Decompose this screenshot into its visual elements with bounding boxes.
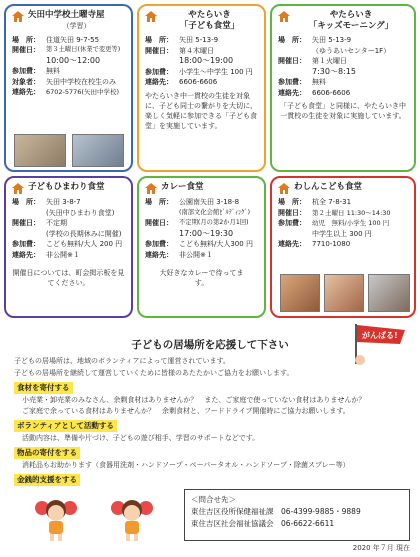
flag-text: がんばる! xyxy=(362,331,398,340)
info-value: 第３土曜日(休業で変更等) xyxy=(46,46,121,53)
info-key: 場 所： xyxy=(12,35,40,44)
info-value: 7710-1080 xyxy=(312,240,351,248)
info-key xyxy=(145,229,179,240)
info-key: 参加費： xyxy=(145,240,173,248)
info-key xyxy=(278,67,312,78)
house-icon xyxy=(145,183,157,194)
tag-financial-support: 金銭的支援をする xyxy=(14,474,80,486)
card-title: やたらいき xyxy=(329,10,373,20)
info-value: 住道矢田 9-7-55 xyxy=(46,35,100,44)
card-washin-kodomo-shokudo xyxy=(270,176,416,318)
info-row xyxy=(145,229,258,240)
card-curry-shokudo xyxy=(137,176,266,318)
info-value: 無料 xyxy=(46,67,60,75)
info-row xyxy=(145,67,258,78)
info-row xyxy=(278,77,408,88)
info-key xyxy=(12,229,46,240)
card-note: 「子ども食堂」と同様に、やたらいき中一貫校の生徒を対象に実施しています。 xyxy=(280,102,406,120)
info-row xyxy=(145,218,258,229)
card-title: やたらいき xyxy=(188,10,231,20)
info-value: 矢田 3-8-7 xyxy=(46,198,81,206)
info-key xyxy=(278,46,312,57)
info-key: 連絡先： xyxy=(278,240,306,248)
intro-line-2: 子どもの居場所を継続して運営していくために皆様のあたたかいご協力をお願いします。 xyxy=(14,369,294,377)
info-key: 参加費： xyxy=(145,67,173,76)
section-heading: 子どもの居場所を応援して下さい xyxy=(131,339,289,351)
card-yata-terakoya xyxy=(4,4,133,172)
card-yatarrai-kodomo-shokudo xyxy=(137,4,266,172)
info-value: 7:30～8:15 xyxy=(312,66,356,76)
issue-date: 2020 年７月 現在 xyxy=(352,544,410,552)
info-key: 場 所： xyxy=(145,36,173,44)
card-header xyxy=(278,10,408,32)
info-key: 参加費： xyxy=(278,78,306,86)
info-key xyxy=(12,208,46,219)
info-row xyxy=(278,46,408,57)
house-icon xyxy=(278,11,290,22)
info-row xyxy=(145,208,258,219)
card-title: カレー食堂 xyxy=(161,182,204,192)
contact-label: ＜問合せ先＞ xyxy=(191,495,236,504)
info-row xyxy=(145,239,258,250)
tag-food-donation: 食材を寄付する xyxy=(14,382,73,394)
info-value: 矢田中学校在校生のみ xyxy=(46,77,116,86)
info-key: 開催日： xyxy=(145,46,173,55)
info-row xyxy=(278,197,408,208)
card-note: 開催日については、町会掲示板を見てください。 xyxy=(12,269,125,287)
info-key: 参加費： xyxy=(12,240,40,248)
info-row xyxy=(145,250,258,261)
info-row xyxy=(278,239,408,250)
dining-photo-2 xyxy=(324,274,364,312)
info-row xyxy=(145,197,258,208)
info-value: 第２土曜日 11:30～14:30 xyxy=(312,208,391,217)
tag-volunteer: ボランティアとして活動する xyxy=(14,420,117,432)
card-header xyxy=(278,182,408,194)
tag-goods-donation: 物品の寄付をする xyxy=(14,447,80,459)
card-note: やたらいき中一貫校の生徒を対象に、子ども同士の繋がりを大切に、楽しく気軽に参加できる「子ども食堂」を実施しています。 xyxy=(145,91,257,130)
info-value: 無料 xyxy=(312,78,326,86)
info-key: 場 所： xyxy=(278,36,306,44)
info-value: 幼児 無料/小学生 100 円 xyxy=(312,219,390,227)
info-row xyxy=(12,77,125,88)
info-row xyxy=(12,197,125,208)
house-icon xyxy=(12,11,24,22)
info-key: 場 所： xyxy=(278,198,306,206)
info-key xyxy=(12,56,46,67)
info-value: こども無料/大人300 円 xyxy=(179,240,253,248)
info-row xyxy=(145,35,258,46)
card-subtitle: 「キッズモーニング」 xyxy=(308,21,394,31)
info-key: 連絡先： xyxy=(145,250,173,259)
info-row xyxy=(145,77,258,88)
item-text: ご家庭で余っている食材はありませんか？ 余剰食材と、フードドライブ開催時にご協力お願いします。 xyxy=(22,407,350,415)
card-header xyxy=(12,10,125,32)
card-kids-morning xyxy=(270,4,416,172)
contact-box xyxy=(184,489,410,541)
study-photo xyxy=(72,134,124,167)
info-key: 開催日： xyxy=(278,57,306,65)
cheerleader-illustration-right xyxy=(110,496,154,542)
info-value: 第１火曜日 xyxy=(312,57,347,65)
info-value: こども無料/大人 200 円 xyxy=(46,240,123,248)
info-row xyxy=(278,218,408,229)
info-value: (学校の長期休みに開催) xyxy=(46,229,122,238)
info-key: 参加費： xyxy=(278,219,306,227)
info-value: 矢田 5-13-9 xyxy=(312,36,352,44)
card-subtitle: （学習） xyxy=(62,22,91,30)
card-title: わしんこども食堂 xyxy=(294,182,363,192)
info-key: 対象者： xyxy=(12,77,40,86)
info-value: 不定期 xyxy=(46,219,67,227)
dining-photo-1 xyxy=(280,274,320,312)
card-note: 大好きなカレーで待ってます。 xyxy=(159,269,244,287)
info-value: 中学生以上 300 円 xyxy=(312,229,372,238)
info-row xyxy=(12,56,125,67)
info-value: 非公開※１ xyxy=(179,250,213,259)
card-header xyxy=(145,182,258,194)
card-title: 子どもひまわり食堂 xyxy=(28,182,105,192)
info-value: 小学生～中学生 100 円 xyxy=(179,67,253,76)
info-key: 連絡先： xyxy=(12,250,40,259)
info-row xyxy=(12,239,125,250)
info-value: 18:00～19:00 xyxy=(179,56,234,65)
info-row xyxy=(278,56,408,67)
info-key: 開催日： xyxy=(12,219,40,227)
info-row xyxy=(12,87,125,98)
house-icon xyxy=(278,183,290,194)
info-value: 6702-5776(矢田中学校) xyxy=(46,88,120,96)
info-key: 連絡先： xyxy=(278,88,306,97)
item-text: 活動内容は、準備や片づけ、子どもの遊び相手、学習のサポートなどです。 xyxy=(22,434,260,442)
info-key xyxy=(145,208,179,219)
info-row xyxy=(145,56,258,67)
card-himawari-shokudo xyxy=(4,176,133,318)
info-key: 参加費： xyxy=(12,67,40,75)
info-row xyxy=(12,66,125,77)
info-value: 公園南矢田 3-18-8 xyxy=(179,198,240,206)
info-key: 開催日： xyxy=(12,46,40,54)
info-key: 連絡先： xyxy=(12,88,40,96)
info-value: 17:00～19:30 xyxy=(179,228,234,238)
card-title: 矢田中学校土曜寺屋 xyxy=(28,10,105,20)
info-value: 非公開※１ xyxy=(46,250,80,259)
info-value: (矢田中ひまわり食堂) xyxy=(46,208,115,217)
info-value: 矢田 5-13-9 xyxy=(179,36,219,44)
item-text: 小売業・卸売業のみなさん、余剰食材はありませんか？ また、ご家庭で使っていない食材はありませんか？ xyxy=(22,396,366,404)
info-value: 不定期(月の第2か月1回) xyxy=(179,219,249,226)
info-row xyxy=(12,45,125,56)
info-row xyxy=(278,229,408,240)
info-value: (南部文化会館ﾋﾞﾙﾃﾞｨﾝｸﾞ) xyxy=(179,208,251,216)
item-text: 消耗品もお助かります（食器用洗剤・ハンドソープ・ペーパータオル・ハンドソープ・除菌スプレー等） xyxy=(22,461,350,469)
card-header xyxy=(12,182,125,194)
info-value: 杭全 7-8-31 xyxy=(312,198,352,206)
house-icon xyxy=(145,11,157,22)
info-row xyxy=(278,88,408,99)
info-row xyxy=(12,35,125,46)
classroom-photo xyxy=(14,134,66,167)
contact-line: 東住吉区役所保健福祉課 06-4399-9885・9889 xyxy=(191,507,361,516)
info-row xyxy=(12,208,125,219)
info-key: 開催日： xyxy=(145,219,173,227)
info-key xyxy=(145,56,179,67)
card-header xyxy=(145,10,258,32)
info-key xyxy=(278,229,312,240)
info-key: 連絡先： xyxy=(145,78,173,86)
contact-line: 東住吉区社会福祉協議会 06-6622-6611 xyxy=(191,519,335,528)
info-key: 開催日： xyxy=(278,208,306,217)
dining-photo-3 xyxy=(368,274,410,312)
house-icon xyxy=(12,183,24,194)
info-row xyxy=(278,208,408,219)
info-value: （ゆうあいセンター1F） xyxy=(312,46,391,55)
info-value: 6606-6606 xyxy=(179,78,218,86)
info-row xyxy=(278,35,408,46)
info-value: 6606-6606 xyxy=(312,88,351,97)
info-value: 10:00～12:00 xyxy=(46,55,101,65)
info-key: 場 所： xyxy=(12,198,40,206)
intro-line-1: 子どもの居場所は、地域のボランティアによって運営されています。 xyxy=(14,357,230,365)
info-value: 第４木曜日 xyxy=(179,46,214,55)
card-subtitle: 「子ども食堂」 xyxy=(179,21,240,31)
info-row xyxy=(12,229,125,240)
info-row xyxy=(145,46,258,57)
info-key: 場 所： xyxy=(145,198,173,206)
info-row xyxy=(278,67,408,78)
cheerleader-illustration-left xyxy=(34,496,78,542)
info-row xyxy=(12,250,125,261)
info-row xyxy=(12,218,125,229)
